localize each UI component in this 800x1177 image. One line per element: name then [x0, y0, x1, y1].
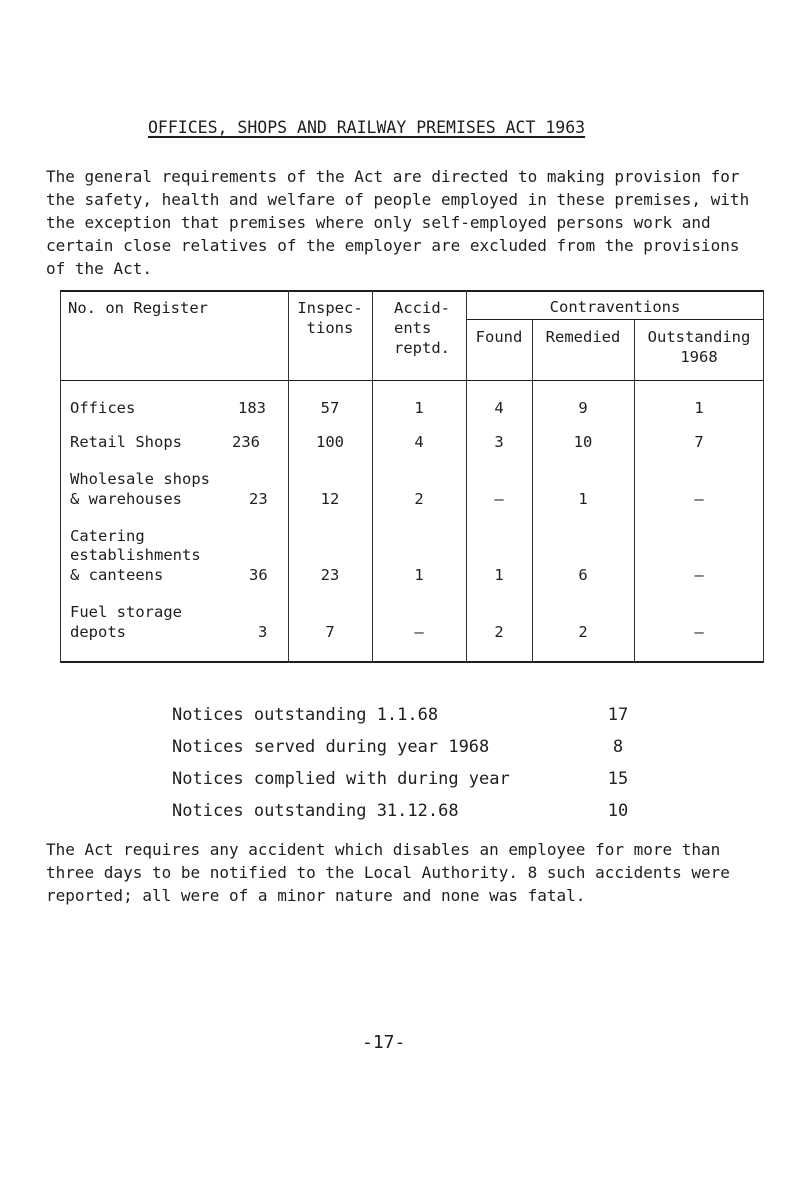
row-fuel-register: 3	[258, 623, 268, 641]
row-catering-inspections: 23	[320, 566, 340, 584]
row-catering-outstanding: –	[694, 566, 704, 584]
header-bottom-rule	[60, 380, 764, 381]
row-catering-found: 1	[494, 566, 504, 584]
intro-paragraph: The general requirements of the Act are directed to making provision for the safety, health and welfare of people employed in these premises, with the exception that premises where only self-employed persons work and certain close relatives of the employer are excluded from the provisions of the Act.	[46, 167, 750, 278]
row-catering-accidents: 1	[414, 566, 424, 584]
row-wholesale-accidents: 2	[414, 490, 424, 508]
row-offices-inspections: 57	[320, 399, 340, 417]
header-remedied: Remedied	[545, 328, 621, 346]
row-offices-accidents: 1	[414, 399, 424, 417]
row-retail-remedied: 10	[573, 433, 593, 451]
notice-label-complied: Notices complied with during year	[172, 769, 510, 789]
col-rule-register	[288, 290, 289, 663]
premises-table	[60, 290, 764, 662]
row-fuel-inspections: 7	[325, 623, 335, 641]
page-number: -17-	[362, 1032, 406, 1053]
header-contraventions: Contraventions	[549, 298, 681, 316]
header-accidents-2: ents	[394, 319, 432, 337]
col-rule-inspections	[372, 290, 373, 663]
table-top-rule	[60, 290, 764, 292]
row-fuel-outstanding: –	[694, 623, 704, 641]
header-inspections-1: Inspec-	[297, 299, 363, 317]
row-fuel-label-1: Fuel storage	[70, 603, 182, 621]
closing-paragraph: The Act requires any accident which disables an employee for more than three days to be notified to the Local Authority. 8 such accidents were reported; all were of a minor nature and none was fatal.	[46, 840, 730, 905]
row-retail-label: Retail Shops	[70, 433, 182, 451]
row-fuel-found: 2	[494, 623, 504, 641]
row-wholesale-found: –	[494, 490, 504, 508]
page-title: OFFICES, SHOPS AND RAILWAY PREMISES ACT 1963	[148, 118, 586, 137]
header-accidents-1: Accid-	[394, 299, 450, 317]
row-retail-register: 236	[232, 433, 260, 451]
row-retail-accidents: 4	[414, 433, 424, 451]
row-catering-register: 36	[249, 566, 268, 584]
header-found: Found	[475, 328, 523, 346]
row-wholesale-label-1: Wholesale shops	[70, 470, 210, 488]
row-offices-outstanding: 1	[694, 399, 704, 417]
row-wholesale-outstanding: –	[694, 490, 704, 508]
row-catering-remedied: 6	[578, 566, 588, 584]
row-fuel-label-2: depots	[70, 623, 126, 641]
row-catering-label-2: establishments	[70, 546, 201, 564]
row-offices-found: 4	[494, 399, 504, 417]
row-wholesale-register: 23	[249, 490, 268, 508]
row-wholesale-remedied: 1	[578, 490, 588, 508]
row-retail-outstanding: 7	[694, 433, 704, 451]
row-offices-remedied: 9	[578, 399, 588, 417]
row-fuel-remedied: 2	[578, 623, 588, 641]
header-accidents-3: reptd.	[394, 339, 450, 357]
header-inspections-2: tions	[306, 319, 354, 337]
row-retail-found: 3	[494, 433, 504, 451]
header-outstanding-2: 1968	[680, 348, 718, 366]
table-bottom-rule	[60, 661, 764, 663]
header-outstanding-1: Outstanding	[647, 328, 751, 346]
header-register: No. on Register	[68, 299, 208, 317]
row-retail-inspections: 100	[316, 433, 344, 451]
notice-value-outstanding-end: 10	[607, 801, 629, 821]
notice-value-served: 8	[612, 737, 624, 757]
row-fuel-accidents: –	[414, 623, 424, 641]
notice-value-complied: 15	[607, 769, 629, 789]
notice-value-outstanding-start: 17	[607, 705, 629, 725]
row-offices-label: Offices	[70, 399, 136, 417]
col-rule-left	[60, 290, 61, 663]
contraventions-rule	[466, 319, 764, 320]
notice-label-outstanding-start: Notices outstanding 1.1.68	[172, 705, 439, 725]
row-wholesale-inspections: 12	[320, 490, 340, 508]
notice-label-outstanding-end: Notices outstanding 31.12.68	[172, 801, 459, 821]
row-catering-label-1: Catering	[70, 527, 145, 545]
row-catering-label-3: & canteens	[70, 566, 164, 584]
row-offices-register: 183	[238, 399, 266, 417]
row-wholesale-label-2: & warehouses	[70, 490, 182, 508]
notice-label-served: Notices served during year 1968	[172, 737, 490, 757]
